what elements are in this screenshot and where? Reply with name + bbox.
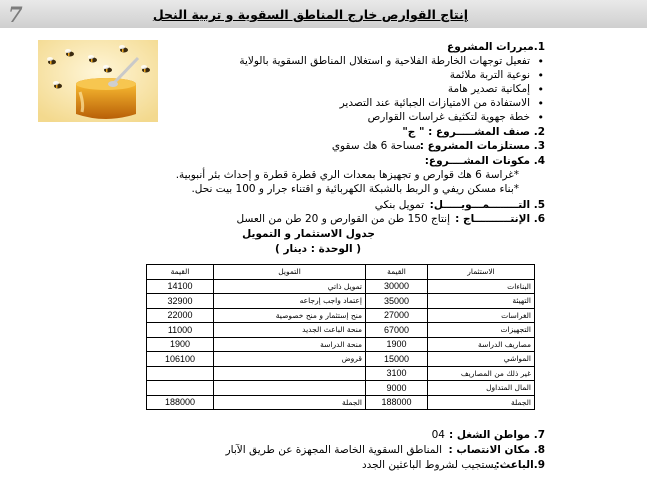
value-cell: 30000 — [366, 279, 428, 294]
financing-cell: قروض — [214, 352, 366, 367]
value-cell: 11000 — [147, 323, 214, 338]
table-total-row — [147, 395, 535, 410]
value-cell: 14100 — [147, 279, 214, 294]
section-8-label: 8. مكان الانتصاب : — [448, 444, 545, 456]
section-6-value: إنتاج 150 طن من القوارص و 20 طن من العسل — [236, 213, 450, 225]
investment-cell: التجهيزات — [428, 323, 535, 338]
table-row — [147, 352, 535, 367]
value-cell: 1900 — [147, 337, 214, 352]
financing-cell: منح إستثمار و منح خصوصية — [214, 308, 366, 323]
investment-cell: الغراسات — [428, 308, 535, 323]
value-cell: 1900 — [366, 337, 428, 352]
slide-number: 7 — [8, 2, 23, 27]
section-3-label: 3. مستلزمات المشروع : — [419, 140, 545, 152]
header-financing: التمويل — [214, 265, 366, 280]
section-9-value: يستجيب لشروط الباعثين الجدد — [361, 459, 497, 471]
page-title: إنتاج القوارص خارج المناطق السقوية و تربية النحل — [152, 7, 468, 22]
financing-cell: إعتماد واجب إرجاعه — [214, 294, 366, 309]
table-row — [147, 381, 535, 396]
investment-cell: مصاريف الدراسة — [428, 337, 535, 352]
table-row — [147, 337, 535, 352]
section-9-label: 9.الباعث: — [495, 459, 545, 471]
value-cell: 35000 — [366, 294, 428, 309]
investment-cell: المواشي — [428, 352, 535, 367]
section-5-label: 5. التــــــــمـــويـــــل: — [429, 199, 545, 211]
total-financing-cell: 188000 — [147, 395, 214, 410]
section-1-bullet: • تفعيل توجهات الخارطة الفلاحية و استغلال المناطق السقوية بالولاية — [239, 55, 530, 68]
total-investment-cell: 188000 — [366, 395, 428, 410]
investment-cell: التهيئة — [428, 294, 535, 309]
value-cell: 22000 — [147, 308, 214, 323]
table-unit: ( الوحدة : دينار ) — [275, 243, 361, 255]
section-4-line: *غراسة 6 هك قوارص و تجهيزها بمعدات الري قطرة قطرة و إحداث بئر أنبوبية. — [175, 169, 519, 181]
investment-cell: غير ذلك من المصاريف — [428, 366, 535, 381]
total-label-cell: الجملة — [428, 395, 535, 410]
header-investment: الاستثمار — [428, 265, 535, 280]
table-row — [147, 323, 535, 338]
financing-cell: منحة الباعث الجديد — [214, 323, 366, 338]
header-value: القيمة — [366, 265, 428, 280]
section-7-value: 04 — [431, 429, 445, 441]
value-cell: 67000 — [366, 323, 428, 338]
section-1-heading: 1.مبررات المشروع — [447, 41, 545, 53]
section-2-project-type: 2. صنف المشـــــروع : " ج" — [402, 126, 545, 138]
section-8-value: المناطق السقوية الخاصة المجهزة عن طريق الآبار — [225, 444, 442, 456]
table-row — [147, 366, 535, 381]
value-cell: 106100 — [147, 352, 214, 367]
section-7-label: 7. مواطن الشغل : — [448, 429, 545, 441]
financing-cell — [214, 381, 366, 396]
section-1-bullet: • خطة جهوية لتكثيف غراسات القوارص — [368, 111, 530, 124]
financing-cell: منحة الدراسة — [214, 337, 366, 352]
value-cell — [147, 381, 214, 396]
value-cell: 27000 — [366, 308, 428, 323]
table-header-row — [147, 265, 535, 280]
honey-jar-bees-image — [38, 40, 158, 122]
financing-cell: تمويل ذاتي — [214, 279, 366, 294]
value-cell — [147, 366, 214, 381]
section-4-heading: 4. مكونات المشــــروع: — [424, 155, 545, 167]
total-label-cell: الجملة — [214, 395, 366, 410]
section-1-bullet: • إمكانية تصدير هامة — [448, 83, 530, 96]
section-1-bullet: • الاستفادة من الامتيازات الجبائية عند التصدير — [340, 97, 530, 110]
value-cell: 15000 — [366, 352, 428, 367]
section-4-line: *بناء مسكن ريفي و الربط بالشبكة الكهربائية و اقتناء جرار و 100 بيت نحل. — [191, 183, 519, 195]
header-value: القيمة — [147, 265, 214, 280]
table-title: جدول الاستثمار و التمويل — [242, 228, 375, 240]
section-6-label: 6. الإنتــــــــــاج : — [455, 213, 545, 225]
table-row — [147, 308, 535, 323]
investment-cell: المال المتداول — [428, 381, 535, 396]
section-3-value: مساحة 6 هك سقوي — [331, 140, 421, 152]
value-cell: 9000 — [366, 381, 428, 396]
section-5-value: تمويل بنكي — [374, 199, 424, 211]
investment-cell: البناءات — [428, 279, 535, 294]
section-1-bullet: • نوعية التربة ملائمة — [450, 69, 530, 82]
table-row — [147, 279, 535, 294]
investment-financing-table — [146, 264, 535, 410]
value-cell: 3100 — [366, 366, 428, 381]
financing-cell — [214, 366, 366, 381]
value-cell: 32900 — [147, 294, 214, 309]
table-row — [147, 294, 535, 309]
